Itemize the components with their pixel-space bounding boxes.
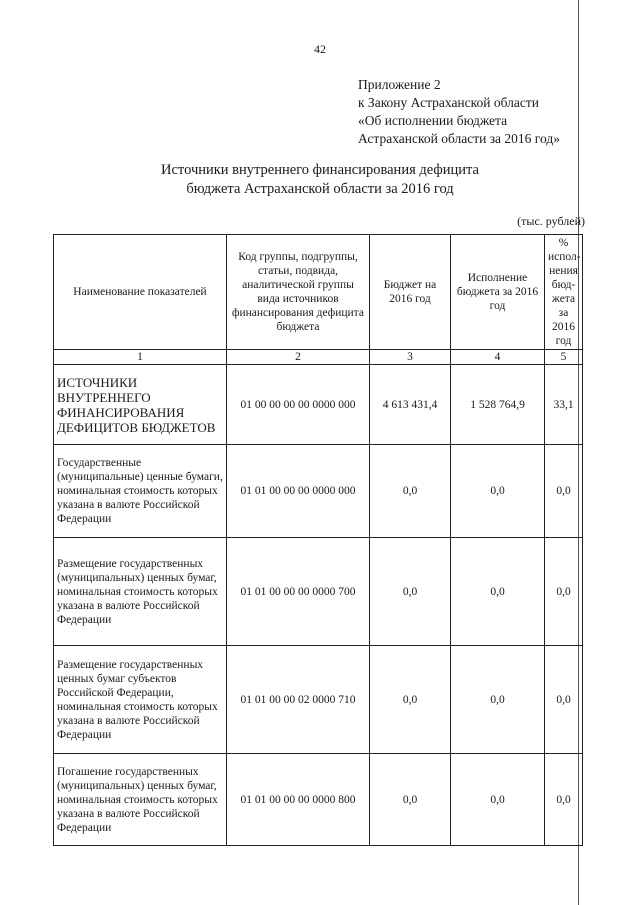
row-budget: 0,0 [370,538,451,646]
row-code: 01 01 00 00 00 0000 700 [227,538,370,646]
row-execution: 0,0 [451,646,545,754]
row-code: 01 01 00 00 02 0000 710 [227,646,370,754]
table-header-row [54,235,583,350]
row-name: Размещение государственных ценных бумаг субъектов Российской Федерации, номинальная стоимость которых указана в валюте Российской Федерации [54,646,227,754]
row-percent: 33,1 [545,365,583,445]
header-name: Наименование показателей [54,235,227,350]
document-title [0,161,640,199]
financing-sources-table [53,234,583,846]
table-row [54,445,583,538]
table-row [54,365,583,445]
appendix-block [358,76,560,148]
appendix-line: к Закону Астраханской области [358,95,540,110]
appendix-line: «Об исполнении бюджета [358,113,508,128]
row-code: 01 00 00 00 00 0000 000 [227,365,370,445]
column-number: 1 [54,350,227,365]
header-code: Код группы, подгруппы, статьи, подвида, аналитической группы вида источников финансирования дефицита бюджета [227,235,370,350]
column-number: 5 [545,350,583,365]
row-percent: 0,0 [545,646,583,754]
table-row [54,538,583,646]
row-code: 01 01 00 00 00 0000 000 [227,445,370,538]
row-name: Размещение государственных (муниципальных) ценных бумаг, номинальная стоимость которых указана в валюте Российской Федерации [54,538,227,646]
title-line: бюджета Астраханской области за 2016 год [186,181,454,197]
row-percent: 0,0 [545,445,583,538]
row-percent: 0,0 [545,538,583,646]
title-line: Источники внутреннего финансирования дефицита [161,162,479,178]
row-budget: 0,0 [370,754,451,846]
row-name: Погашение государственных (муниципальных) ценных бумаг, номинальная стоимость которых указана в валюте Российской Федерации [54,754,227,846]
column-number: 3 [370,350,451,365]
column-number: 2 [227,350,370,365]
header-budget: Бюджет на 2016 год [370,235,451,350]
row-execution: 0,0 [451,538,545,646]
column-number: 4 [451,350,545,365]
units-label: (тыс. рублей) [517,214,585,228]
row-execution: 0,0 [451,445,545,538]
row-execution: 0,0 [451,754,545,846]
header-execution: Исполнение бюджета за 2016 год [451,235,545,350]
appendix-line: Астраханской области за 2016 год» [358,131,560,146]
row-name: ИСТОЧНИКИ ВНУТРЕННЕГО ФИНАНСИРОВАНИЯ ДЕФИЦИТОВ БЮДЖЕТОВ [54,365,227,445]
header-percent: % испол-нения бюд-жета за 2016 год [545,235,583,350]
row-budget: 0,0 [370,445,451,538]
appendix-line: Приложение 2 [358,77,441,92]
table-row [54,754,583,846]
row-budget: 4 613 431,4 [370,365,451,445]
column-number-row [54,350,583,365]
table-row [54,646,583,754]
row-code: 01 01 00 00 00 0000 800 [227,754,370,846]
row-percent: 0,0 [545,754,583,846]
row-execution: 1 528 764,9 [451,365,545,445]
page-number: 42 [314,42,326,56]
row-budget: 0,0 [370,646,451,754]
row-name: Государственные (муниципальные) ценные бумаги, номинальная стоимость которых указана в валюте Российской Федерации [54,445,227,538]
